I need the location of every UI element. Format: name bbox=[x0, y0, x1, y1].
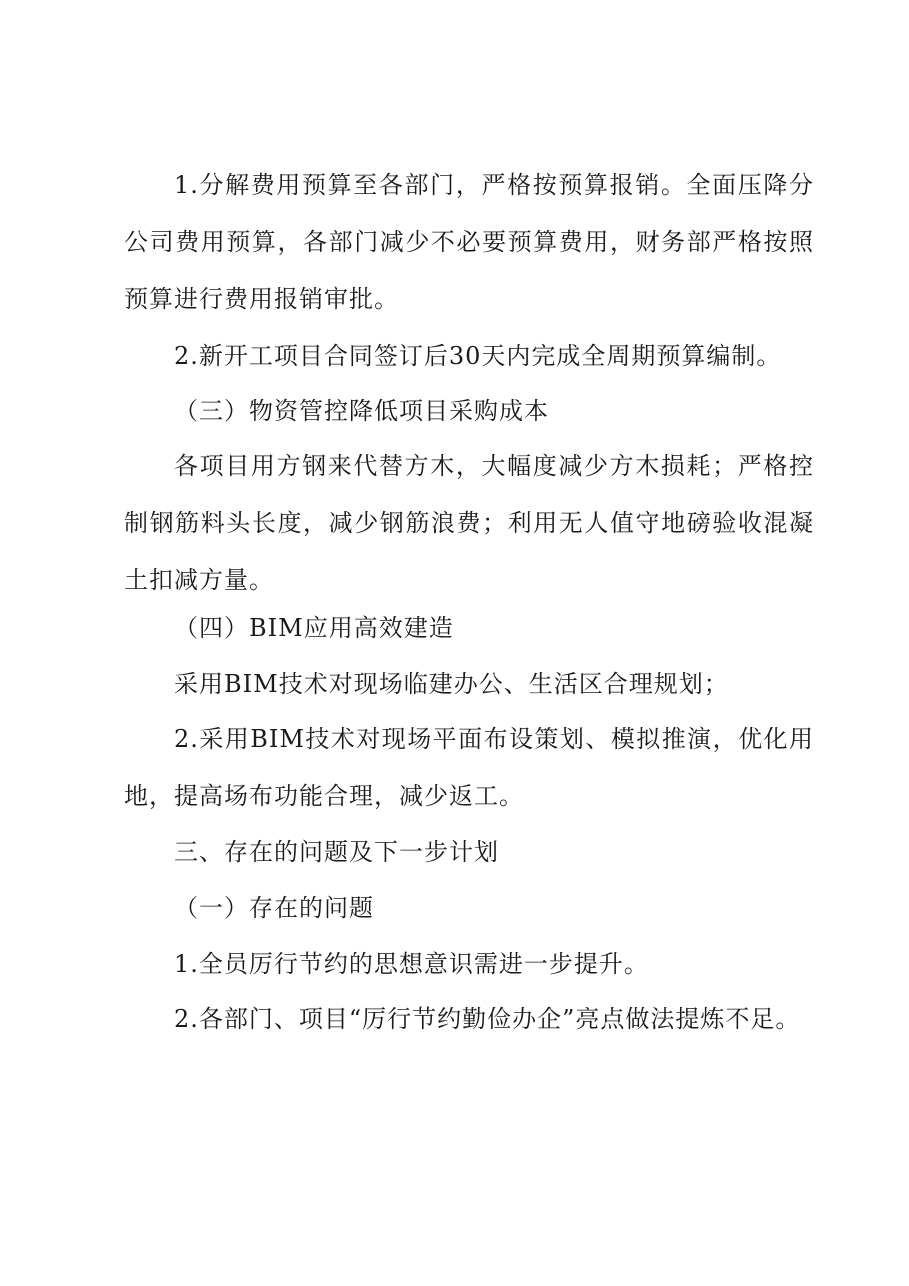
paragraph-new-project-budget: 2.新开工项目合同签订后30天内完成全周期预算编制。 bbox=[174, 342, 782, 370]
paragraph-problem-highlights: 2.各部门、项目“厉行节约勤俭办企”亮点做法提炼不足。 bbox=[174, 1005, 801, 1033]
paragraph-materials-measures: 各项目用方钢来代替方木，大幅度减少方木损耗；严格控制钢筋料头长度，减少钢筋浪费；利用无人值守地磅验收混凝土扣减方量。 bbox=[124, 452, 814, 594]
paragraph-bim-site-layout: 2.采用BIM技术对现场平面布设策划、模拟推演，优化用地，提高场布功能合理，减少返工。 bbox=[124, 725, 814, 810]
section-heading-bim: （四）BIM应用高效建造 bbox=[174, 614, 454, 642]
section-heading-problems: （一）存在的问题 bbox=[174, 894, 374, 922]
chapter-heading-problems-plan: 三、存在的问题及下一步计划 bbox=[174, 838, 499, 866]
section-heading-materials: （三）物资管控降低项目采购成本 bbox=[174, 397, 549, 425]
paragraph-budget-breakdown: 1.分解费用预算至各部门，严格按预算报销。全面压降分公司费用预算，各部门减少不必要预算费用，财务部严格按照预算进行费用报销审批。 bbox=[124, 171, 814, 313]
paragraph-bim-temporary-facilities: 采用BIM技术对现场临建办公、生活区合理规划； bbox=[174, 670, 729, 698]
paragraph-problem-awareness: 1.全员厉行节约的思想意识需进一步提升。 bbox=[174, 950, 649, 978]
